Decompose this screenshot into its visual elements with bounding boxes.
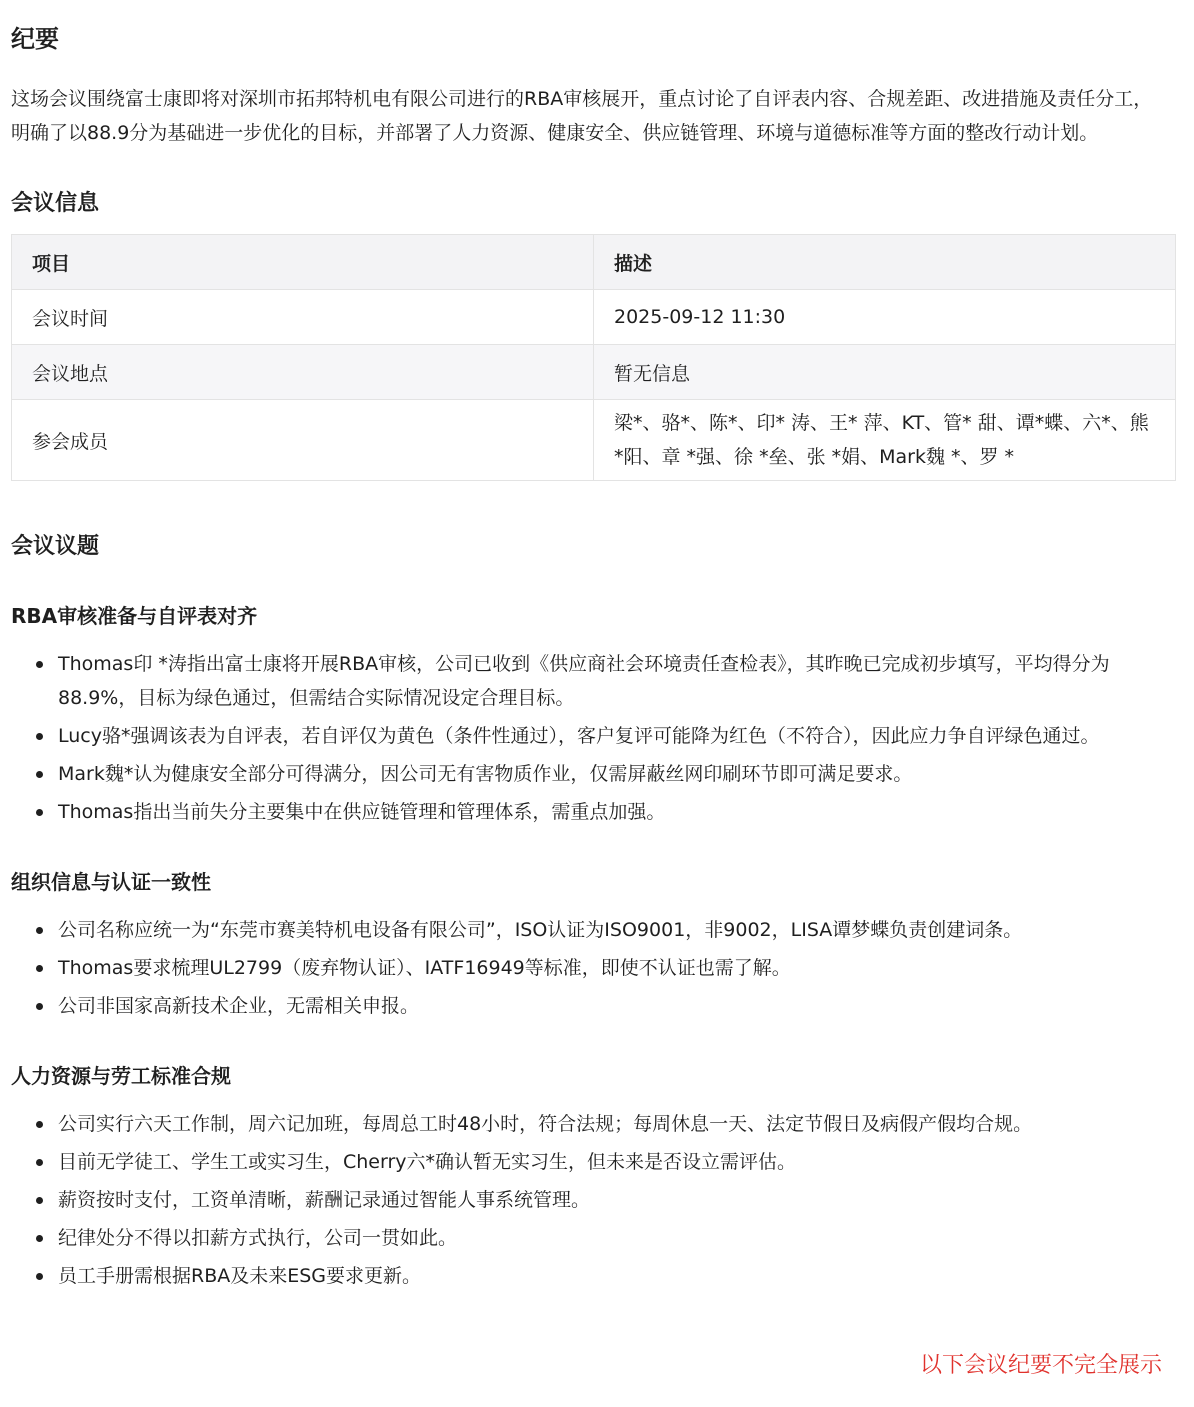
list-item: Lucy骆*强调该表为自评表，若自评仅为黄色（条件性通过），客户复评可能降为红色（不符合），因此应力争自评绿色通过。 bbox=[58, 719, 1178, 753]
list-item: 目前无学徒工、学生工或实习生，Cherry六*确认暂无实习生，但未来是否设立需评估。 bbox=[58, 1145, 1178, 1179]
truncation-notice: 以下会议纪要不完全展示 bbox=[919, 1353, 1162, 1378]
list-item: 公司非国家高新技术企业，无需相关申报。 bbox=[58, 989, 1178, 1023]
row-item-location: 会议地点 bbox=[12, 345, 594, 400]
topic-title: 组织信息与认证一致性 bbox=[11, 870, 211, 894]
summary-paragraph: 这场会议围绕富士康即将对深圳市拓邦特机电有限公司进行的RBA审核展开，重点讨论了自评表内容、合规差距、改进措施及责任分工，明确了以88.9分为基础进一步优化的目标，并部署了人力资源、健康安全、供应链管理、环境与道德标准等方面的整改行动计划。 bbox=[11, 88, 1153, 144]
table-row bbox=[12, 345, 1176, 400]
row-desc-location: 暂无信息 bbox=[594, 345, 1176, 400]
topic-points bbox=[11, 647, 1183, 829]
topic-section bbox=[11, 867, 1183, 1023]
list-item: Thomas印 *涛指出富士康将开展RBA审核，公司已收到《供应商社会环境责任查检表》，其昨晚已完成初步填写，平均得分为88.9%，目标为绿色通过，但需结合实际情况设定合理目标。 bbox=[58, 647, 1178, 715]
list-item: Thomas要求梳理UL2799（废弃物认证）、IATF16949等标准，即使不认证也需了解。 bbox=[58, 951, 1178, 985]
row-desc-attendees: 梁*、骆*、陈*、印* 涛、王* 萍、KT、管* 甜、谭*蝶、六*、熊 *阳、章 *强、徐 *垒、张 *娟、Mark魏 *、罗 * bbox=[594, 400, 1176, 481]
page-title: 纪要 bbox=[11, 25, 59, 53]
list-item: 员工手册需根据RBA及未来ESG要求更新。 bbox=[58, 1259, 1178, 1293]
list-item: Mark魏*认为健康安全部分可得满分，因公司无有害物质作业，仅需屏蔽丝网印刷环节即可满足要求。 bbox=[58, 757, 1178, 791]
meeting-info-heading: 会议信息 bbox=[11, 191, 100, 216]
topic-points bbox=[11, 913, 1183, 1023]
table-header-item: 项目 bbox=[12, 235, 594, 290]
list-item: Thomas指出当前失分主要集中在供应链管理和管理体系，需重点加强。 bbox=[58, 795, 1178, 829]
list-item: 公司实行六天工作制，周六记加班，每周总工时48小时，符合法规；每周休息一天、法定节假日及病假产假均合规。 bbox=[58, 1107, 1178, 1141]
table-header-row bbox=[12, 235, 1176, 290]
list-item: 纪律处分不得以扣薪方式执行，公司一贯如此。 bbox=[58, 1221, 1178, 1255]
table-header-desc: 描述 bbox=[594, 235, 1176, 290]
row-item-time: 会议时间 bbox=[12, 290, 594, 345]
topic-section bbox=[11, 1061, 1183, 1293]
meeting-info-table bbox=[11, 234, 1176, 481]
topics-heading: 会议议题 bbox=[11, 534, 100, 559]
table-row bbox=[12, 290, 1176, 345]
list-item: 公司名称应统一为“东莞市赛美特机电设备有限公司”，ISO认证为ISO9001，非9002，LISA谭梦蝶负责创建词条。 bbox=[58, 913, 1178, 947]
list-item: 薪资按时支付，工资单清晰，薪酬记录通过智能人事系统管理。 bbox=[58, 1183, 1178, 1217]
row-item-attendees: 参会成员 bbox=[12, 400, 594, 481]
topic-points bbox=[11, 1107, 1183, 1293]
topic-section bbox=[11, 601, 1183, 829]
topic-title: 人力资源与劳工标准合规 bbox=[11, 1064, 231, 1088]
row-desc-time: 2025-09-12 11:30 bbox=[594, 290, 1176, 345]
table-row bbox=[12, 400, 1176, 481]
topic-title: RBA审核准备与自评表对齐 bbox=[11, 604, 258, 628]
